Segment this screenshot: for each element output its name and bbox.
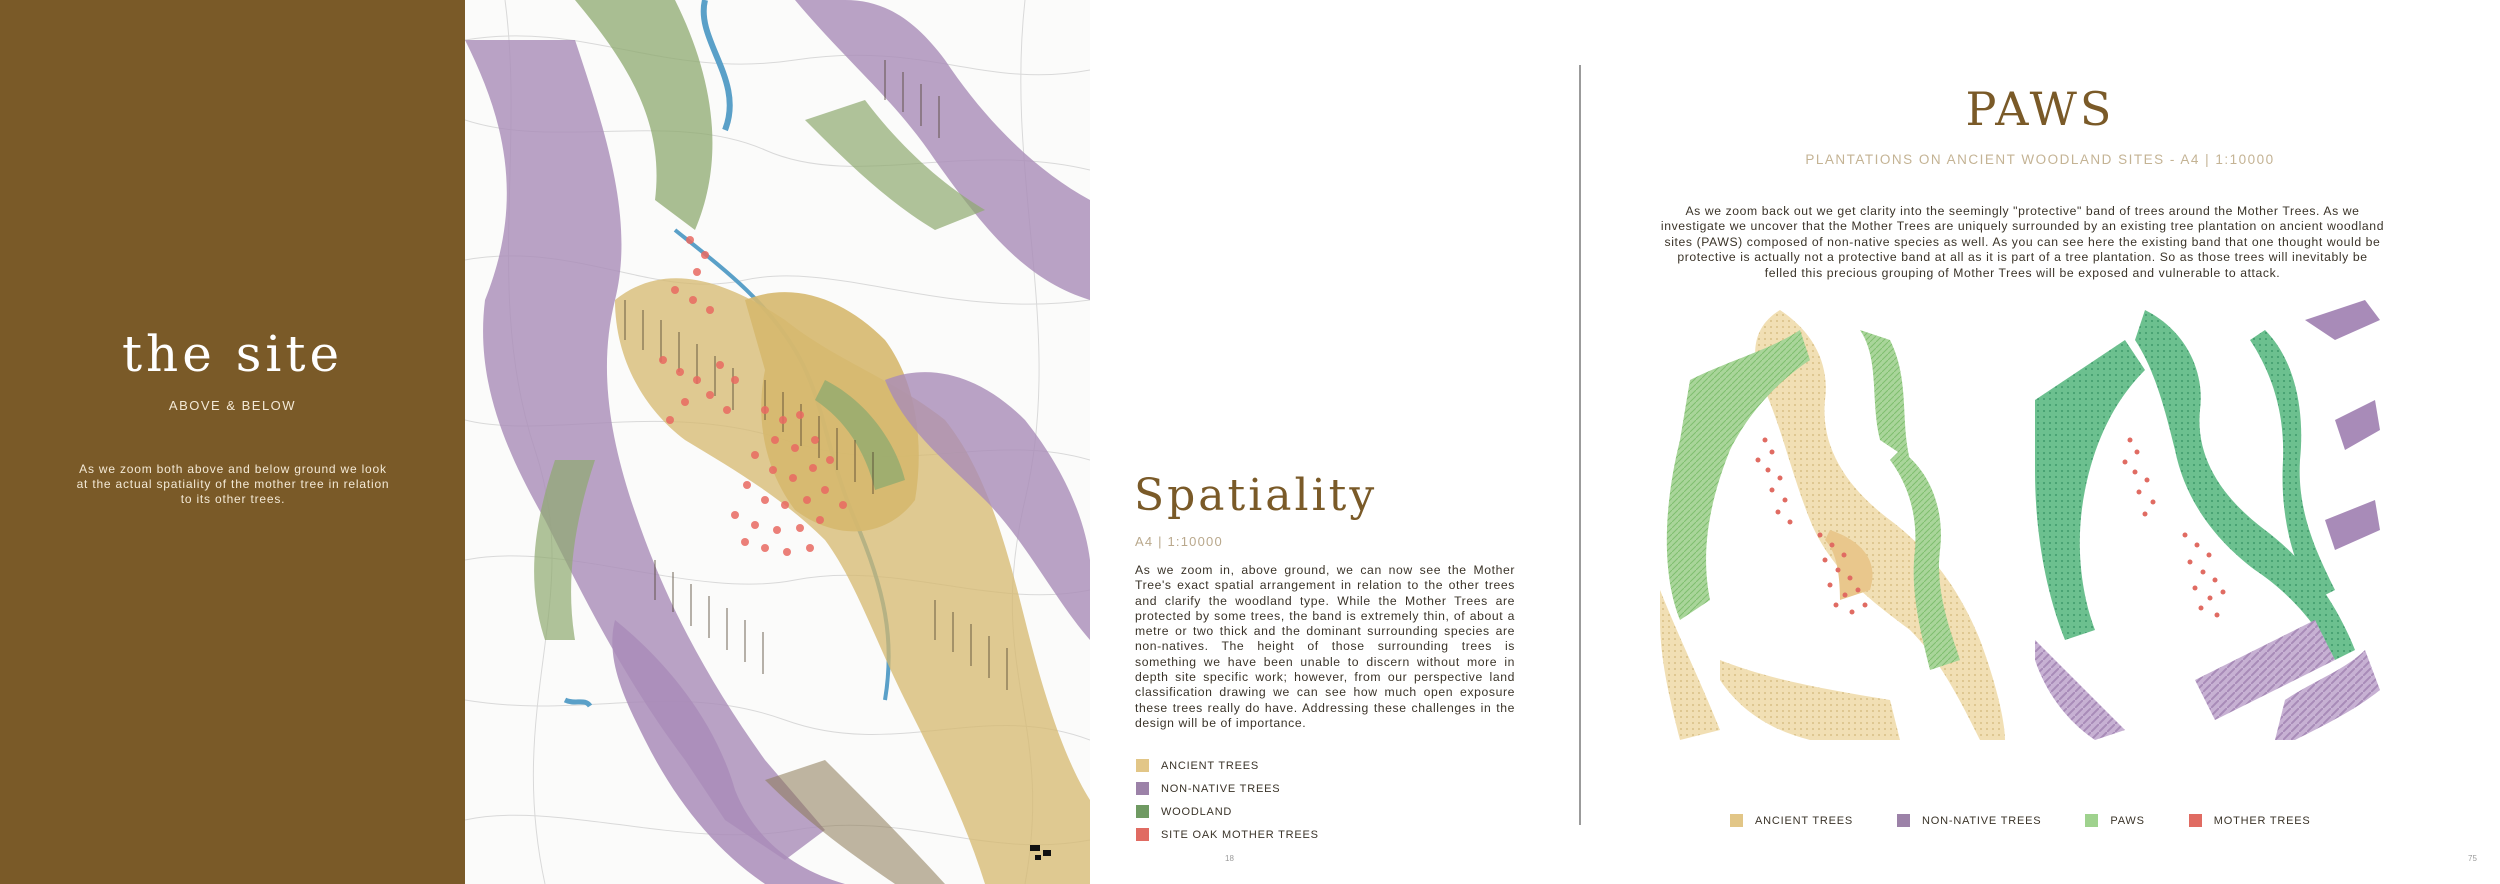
legend-item	[2085, 814, 2144, 827]
intro-text: As we zoom both above and below ground we look at the actual spatiality of the mother tree in relation to its other trees.	[76, 462, 390, 506]
page-divider	[1579, 65, 1581, 825]
spatiality-body-text: As we zoom in, above ground, we can now see the Mother Tree's exact spatial arrangement in relation to the other trees and clarify the woodland type. While the Mother Trees are protected by some trees, the band is extremely thin, of about a metre or two thick and the dominant surrounding species are non-natives. The height of those surrounding trees is something we have been unable to discern without more in depth site specific work; however, from our perspective land classification drawing we can see how much open exposure these trees really do have. Addressing these challenges in the design will be of importance.	[1135, 563, 1515, 730]
legend-swatch	[1136, 828, 1149, 841]
legend-label: MOTHER TREES	[2213, 814, 2311, 827]
legend-item	[1730, 814, 1853, 827]
legend-item	[1136, 777, 1319, 800]
legend-swatch	[2085, 814, 2098, 827]
paws-heading: PAWS	[1965, 82, 2115, 136]
spatiality-legend	[1136, 754, 1319, 846]
page-number-left: 18	[1225, 854, 1234, 863]
legend-label: ANCIENT TREES	[1161, 759, 1260, 772]
legend-label: WOODLAND	[1161, 805, 1233, 818]
legend-item	[2189, 814, 2311, 827]
legend-swatch	[1730, 814, 1743, 827]
paws-legend	[1730, 814, 2355, 827]
legend-item	[1136, 800, 1319, 823]
legend-item	[1136, 754, 1319, 777]
legend-label: ANCIENT TREES	[1755, 814, 1854, 827]
paws-body-text: As we zoom back out we get clarity into the seemingly "protective" band of trees around the Mother Trees. As we investigate we uncover that the Mother Trees are uniquely surrounded by an existing tree plantation on ancient woodland sites (PAWS) composed of non-native species as well. As you can see here the existing band that one thought would be protective is actually not a protective band at all as it is part of a tree plantation. So as those trees will inevitably be felled this precious grouping of Mother Trees will be exposed and vulnerable to attack.	[1660, 204, 2385, 280]
legend-item	[1136, 823, 1319, 846]
legend-item	[1897, 814, 2041, 827]
aerial-site-illustration	[465, 0, 1090, 884]
map-paws	[2035, 300, 2380, 740]
page-title: the site	[121, 325, 344, 383]
title-panel	[0, 0, 465, 884]
map-ancient-woodland	[1660, 300, 2005, 740]
legend-label: NON-NATIVE TREES	[1922, 814, 2042, 827]
page-number-right: 75	[2468, 854, 2477, 863]
spatiality-heading: Spatiality	[1134, 470, 1378, 521]
legend-swatch	[1136, 805, 1149, 818]
page-subtitle: ABOVE & BELOW	[168, 398, 297, 413]
legend-label: SITE OAK MOTHER TREES	[1161, 828, 1319, 841]
spatiality-scale: A4 | 1:10000	[1135, 534, 1223, 549]
legend-swatch	[1897, 814, 1910, 827]
legend-label: PAWS	[2110, 814, 2145, 827]
legend-swatch	[2189, 814, 2202, 827]
tree-canopy-drawing	[465, 0, 1090, 884]
legend-swatch	[1136, 759, 1149, 772]
legend-swatch	[1136, 782, 1149, 795]
legend-label: NON-NATIVE TREES	[1161, 782, 1281, 795]
paws-subtitle: PLANTATIONS ON ANCIENT WOODLAND SITES - A4 | 1:10000	[1805, 152, 2275, 167]
